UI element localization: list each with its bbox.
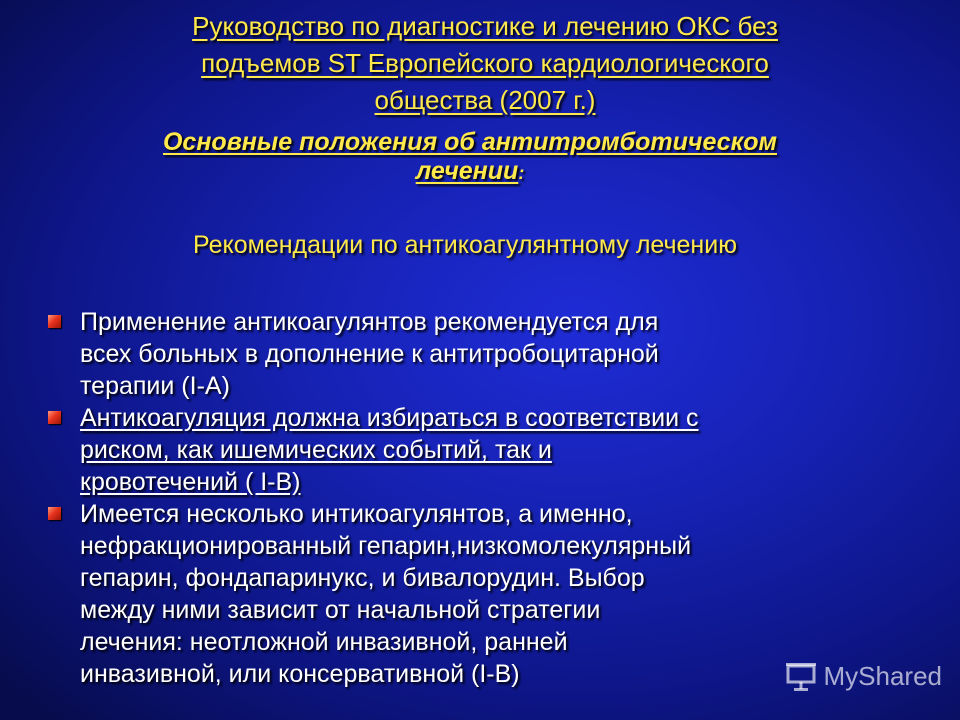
bullet-2-line-3: кровотечений ( I-B) [80,468,301,496]
bullet-3-line-4: между ними зависит от начальной стратегии [80,596,601,624]
title-line-1: Руководство по диагностике и лечению ОКС без [192,11,778,41]
square-bullet-icon [48,507,61,520]
bullet-item-1 [44,306,904,402]
square-bullet-icon [48,315,61,328]
title-line-3: общества (2007 г.) [374,85,596,115]
bullet-3-line-2: нефракционированный гепарин,низкомолекулярный [80,532,692,560]
bullet-item-2 [44,402,904,498]
bullet-1-line-1: Применение антикоагулянтов рекомендуется для [80,308,659,336]
bullet-item-3 [44,498,904,690]
bullet-3-line-6: инвазивной, или консервативной (I-B) [80,660,520,688]
bullet-2-line-1: Антикоагуляция должна избираться в соответствии с [80,404,699,432]
watermark-text: MyShared [823,660,942,691]
section-heading [40,128,900,188]
bullet-1-line-3: терапии (I-A) [80,372,230,400]
bullet-2-line-2: риском, как ишемических событий, так и [80,436,552,464]
title-line-2: подъемов ST Европейского кардиологического [201,48,769,78]
presentation-board-icon [784,660,818,692]
section-heading-colon: : [518,163,525,183]
bullet-3-line-3: гепарин, фондапаринукс, и бивалорудин. Выбор [80,564,645,592]
bullet-list [44,306,904,690]
bullet-1-line-2: всех больных в дополнение к антитробоцитарной [80,340,659,368]
section-heading-line-2: лечении [415,157,519,185]
bullet-3-line-1: Имеется несколько интикоагулянтов, а именно, [80,500,633,528]
section-heading-line-1: Основные положения об антитромботическом [162,128,777,156]
slide-title [60,8,910,119]
square-bullet-icon [48,411,61,424]
bullet-3-line-5: лечения: неотложной инвазивной, ранней [80,628,568,656]
section-heading-line-2-wrap [40,157,900,188]
sub-heading: Рекомендации по антикоагулянтному лечению [193,231,737,259]
watermark[interactable] [784,660,943,692]
